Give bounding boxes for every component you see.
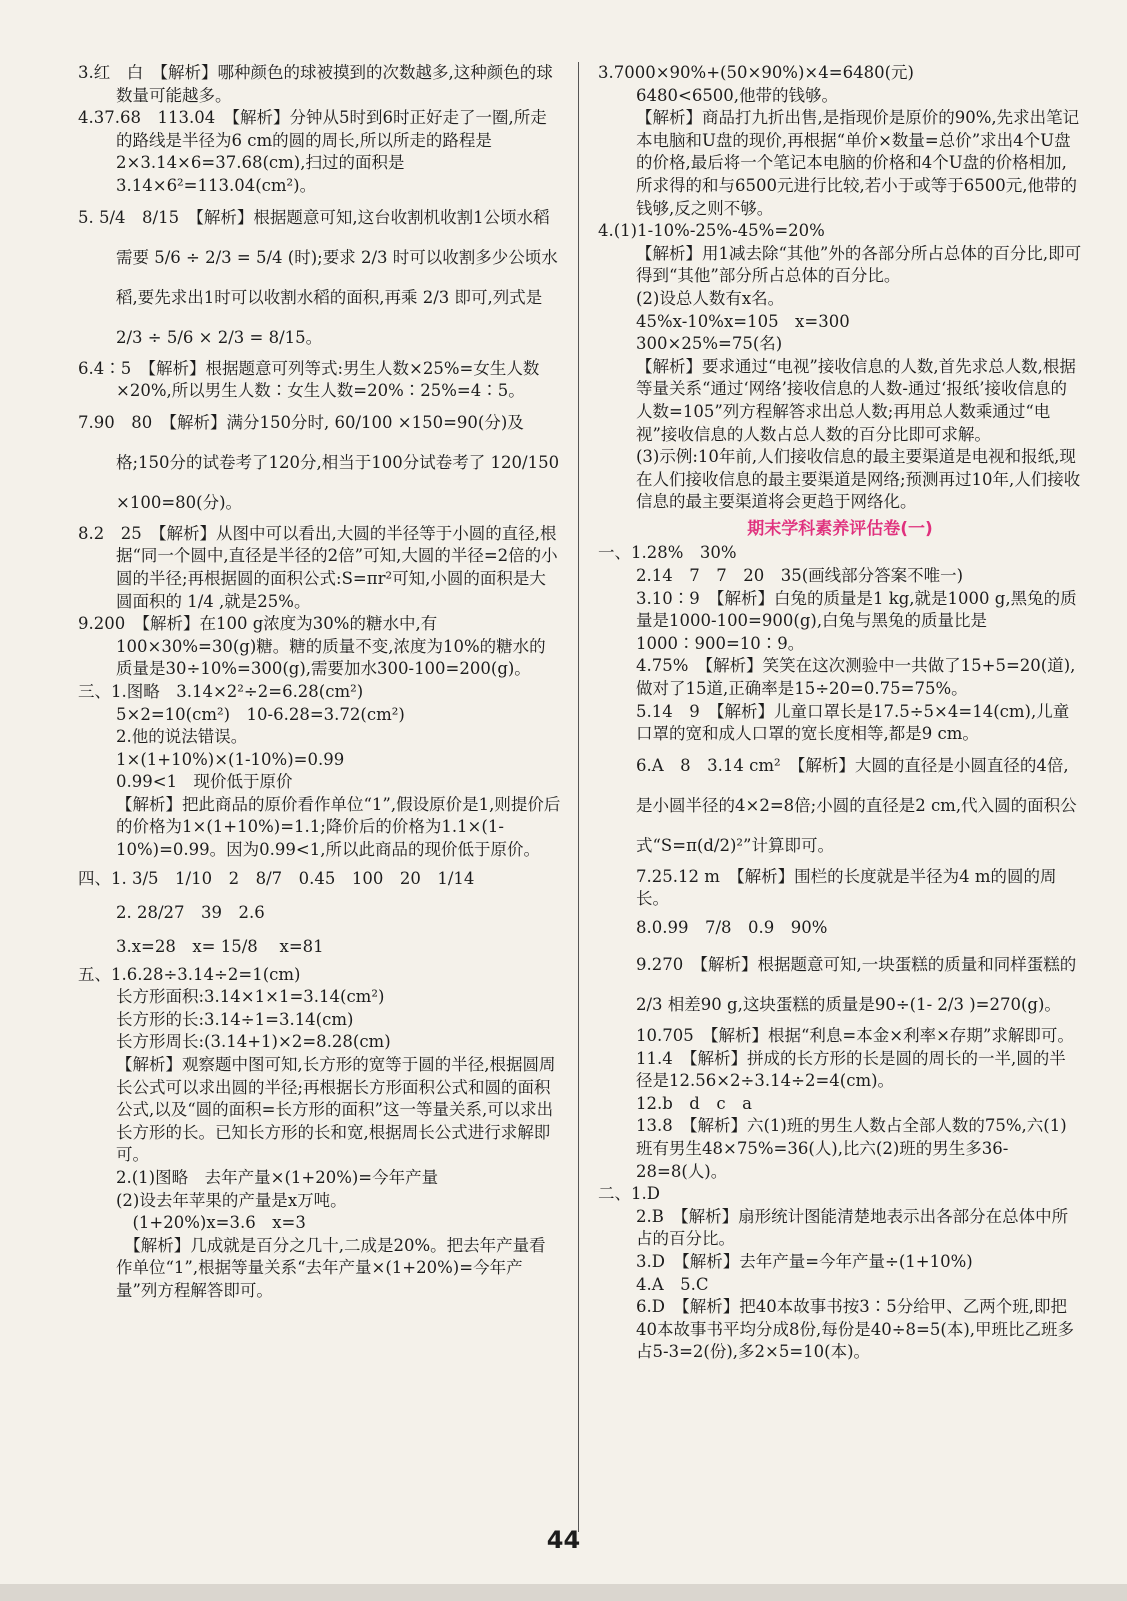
answer-item: 1×(1+10%)×(1-10%)=0.99 [116, 749, 345, 769]
answer-item: 【解析】要求通过“电视”接收信息的人数,首先求总人数,根据等量关系“通过‘网络’接收信息的人数-通过‘报纸’接收信息的人数=105”列方程解答求出总人数;再用总人数乘通过“电视”接收信息的人数占总人数的百分比即可求解。 [636, 356, 1076, 444]
answer-item: 3.x=28 x= 15/8 x=81 [116, 936, 324, 956]
answer-item: 【解析】商品打九折出售,是指现价是原价的90%,先求出笔记本电脑和U盘的现价,再根据“单价×数量=总价”求出4个U盘的价格,最后将一个笔记本电脑的价格和4个U盘的价格相加,所求得的和与6500元进行比较,若小于或等于6500元,他带的钱够,反之则不够。 [636, 108, 1080, 218]
answer-item: 8.0.99 7/8 0.9 90% [636, 918, 828, 937]
answer-item: 长方形周长:(3.14+1)×2=8.28(cm) [116, 1032, 391, 1052]
answer-item: 45%x-10%x=105 x=300 [636, 311, 850, 331]
answer-item: 12.b d c a [636, 1093, 752, 1113]
answer-item: 2.B 【解析】扇形统计图能清楚地表示出各部分在总体中所占的百分比。 [636, 1206, 1069, 1249]
answer-item: 2.14 7 7 20 35(画线部分答案不唯一) [636, 566, 964, 586]
answer-item: 5. 5/4 8/15 【解析】根据题意可知,这台收割机收割1公顷水稻需要 5/6 ÷ 2/3 = 5/4 (时);要求 2/3 时可以收割多少公顷水稻,要先求出1时可以收割水稻的面积,再乘 2/3 即可,列式是 2/3 ÷ 5/6 × 2/3 = 8/15。 [78, 207, 558, 347]
answer-item: 6.A 8 3.14 cm² 【解析】大圆的直径是小圆直径的4倍,是小圆半径的4×2=8倍;小圆的直径是2 cm,代入圆的面积公式“S=π(d/2)²”计算即可。 [636, 755, 1077, 855]
answer-item: 6480<6500,他带的钱够。 [636, 85, 839, 105]
scan-edge [0, 1584, 1127, 1601]
answer-item: 五、1.6.28÷3.14÷2=1(cm) [78, 964, 301, 984]
answer-item: 【解析】把此商品的原价看作单位“1”,假设原价是1,则提价后的价格为1×(1+10%)=1.1;降价后的价格为1.1×(1-10%)=0.99。因为0.99<1,所以此商品的现价低于原价。 [116, 794, 561, 860]
answer-item: 6.4∶5 【解析】根据题意可列等式:男生人数×25%=女生人数×20%,所以男生人数∶女生人数=20%∶25%=4∶5。 [78, 358, 540, 401]
answer-item: 2.(1)图略 去年产量×(1+20%)=今年产量 [116, 1168, 439, 1187]
answer-item: 一、1.28% 30% [598, 543, 737, 563]
answer-item: 2.他的说法错误。 [116, 727, 248, 747]
answer-item: 4.75% 【解析】笑笑在这次测验中一共做了15+5=20(道),做对了15道,正确率是15÷20=0.75=75%。 [636, 656, 1076, 699]
answer-item: 0.99<1 现价低于原价 [116, 772, 293, 792]
answer-item: 3.7000×90%+(50×90%)×4=6480(元) [598, 63, 914, 82]
answer-item: 5.14 9 【解析】儿童口罩长是17.5÷5×4=14(cm),儿童口罩的宽和成人口罩的宽长度相等,都是9 cm。 [636, 701, 1070, 744]
answer-item: 三、1.图略 3.14×2²÷2=6.28(cm²) [78, 681, 364, 701]
answer-item: 5×2=10(cm²) 10-6.28=3.72(cm²) [116, 704, 405, 724]
answer-item: 【解析】几成就是百分之几十,二成是20%。把去年产量看作单位“1”,根据等量关系“去年产量×(1+20%)=今年产量”列方程解答即可。 [116, 1235, 546, 1300]
left-column [78, 62, 562, 1303]
answer-item: 8.2 25 【解析】从图中可以看出,大圆的半径等于小圆的直径,根据“同一个圆中,直径是半径的2倍”可知,大圆的半径=2倍的小圆的半径;再根据圆的面积公式:S=πr²可知,小圆的面积是大圆面积的 1/4 ,就是25%。 [78, 523, 558, 611]
answer-item: 13.8 【解析】六(1)班的男生人数占全部人数的75%,六(1)班有男生48×75%=36(人),比六(2)班的男生多36-28=8(人)。 [636, 1116, 1067, 1181]
right-column [598, 62, 1082, 1364]
answer-item: 【解析】用1减去除“其他”外的各部分所占总体的百分比,即可得到“其他”部分所占总体的百分比。 [636, 243, 1082, 286]
answer-item: (1+20%)x=3.6 x=3 [116, 1213, 306, 1233]
answer-item: (2)设总人数有x名。 [636, 288, 785, 308]
answer-item: 9.270 【解析】根据题意可知,一块蛋糕的质量和同样蛋糕的 2/3 相差90 g,这块蛋糕的质量是90÷(1- 2/3 )=270(g)。 [636, 955, 1077, 1014]
answer-item: 9.200 【解析】在100 g浓度为30%的糖水中,有100×30%=30(g)糖。糖的质量不变,浓度为10%的糖水的质量是30÷10%=300(g),需要加水300-100=200(g)。 [78, 614, 546, 679]
answer-item: 二、1.D [598, 1184, 660, 1204]
page-number: 44 [546, 1526, 581, 1554]
answer-item: 300×25%=75(名) [636, 334, 783, 354]
answer-item: 4.A 5.C [636, 1274, 709, 1294]
answer-item: 3.10∶9 【解析】白兔的质量是1 kg,就是1000 g,黑兔的质量是1000-100=900(g),白兔与黑兔的质量比是1000∶900=10∶9。 [636, 588, 1077, 653]
answer-item: 11.4 【解析】拼成的长方形的长是圆的周长的一半,圆的半径是12.56×2÷3.14÷2=4(cm)。 [636, 1048, 1066, 1091]
answer-item: 10.705 【解析】根据“利息=本金×利率×存期”求解即可。 [636, 1026, 1074, 1045]
answer-item: 3.D 【解析】去年产量=今年产量÷(1+10%) [636, 1251, 973, 1271]
column-divider [578, 62, 579, 1532]
answer-item: 6.D 【解析】把40本故事书按3∶5分给甲、乙两个班,即把40本故事书平均分成8份,每份是40÷8=5(本),甲班比乙班多占5-3=2(份),多2×5=10(本)。 [636, 1297, 1074, 1362]
answer-item: 2. 28/27 39 2.6 [116, 902, 265, 922]
answer-item: (3)示例:10年前,人们接收信息的最主要渠道是电视和报纸,现在人们接收信息的最主要渠道是网络;预测再过10年,人们接收信息的最主要渠道将会更趋于网络化。 [636, 447, 1081, 512]
answer-item: 长方形的长:3.14÷1=3.14(cm) [116, 1009, 354, 1029]
answer-item: 四、1. 3/5 1/10 2 8/7 0.45 100 20 1/14 [78, 868, 475, 888]
answer-item: (2)设去年苹果的产量是x万吨。 [116, 1190, 347, 1210]
answer-item: 7.90 80 【解析】满分150分时, 60/100 ×150=90(分)及格;150分的试卷考了120分,相当于100分试卷考了 120/150 ×100=80(分)。 [78, 412, 560, 512]
answer-item: 【解析】观察题中图可知,长方形的宽等于圆的半径,根据圆周长公式可以求出圆的半径;再根据长方形面积公式和圆的面积公式,以及“圆的面积=长方形的面积”这一等量关系,可以求出长方形的长。已知长方形的长和宽,根据周长公式进行求解即可。 [116, 1055, 556, 1165]
answer-item: 4.37.68 113.04 【解析】分钟从5时到6时正好走了一圈,所走的路线是半径为6 cm的圆的周长,所以所走的路程是2×3.14×6=37.68(cm),扫过的面积是3.14×6²=113.04(cm²)。 [78, 108, 547, 195]
section-heading: 期末学科素养评估卷(一) [747, 518, 933, 539]
answer-item: 7.25.12 m 【解析】围栏的长度就是半径为4 m的圆的周长。 [636, 866, 1057, 909]
answer-item: 3.红 白 【解析】哪种颜色的球被摸到的次数越多,这种颜色的球数量可能越多。 [78, 63, 553, 105]
answer-item: 长方形面积:3.14×1×1=3.14(cm²) [116, 987, 385, 1007]
answer-item: 4.(1)1-10%-25%-45%=20% [598, 221, 825, 241]
